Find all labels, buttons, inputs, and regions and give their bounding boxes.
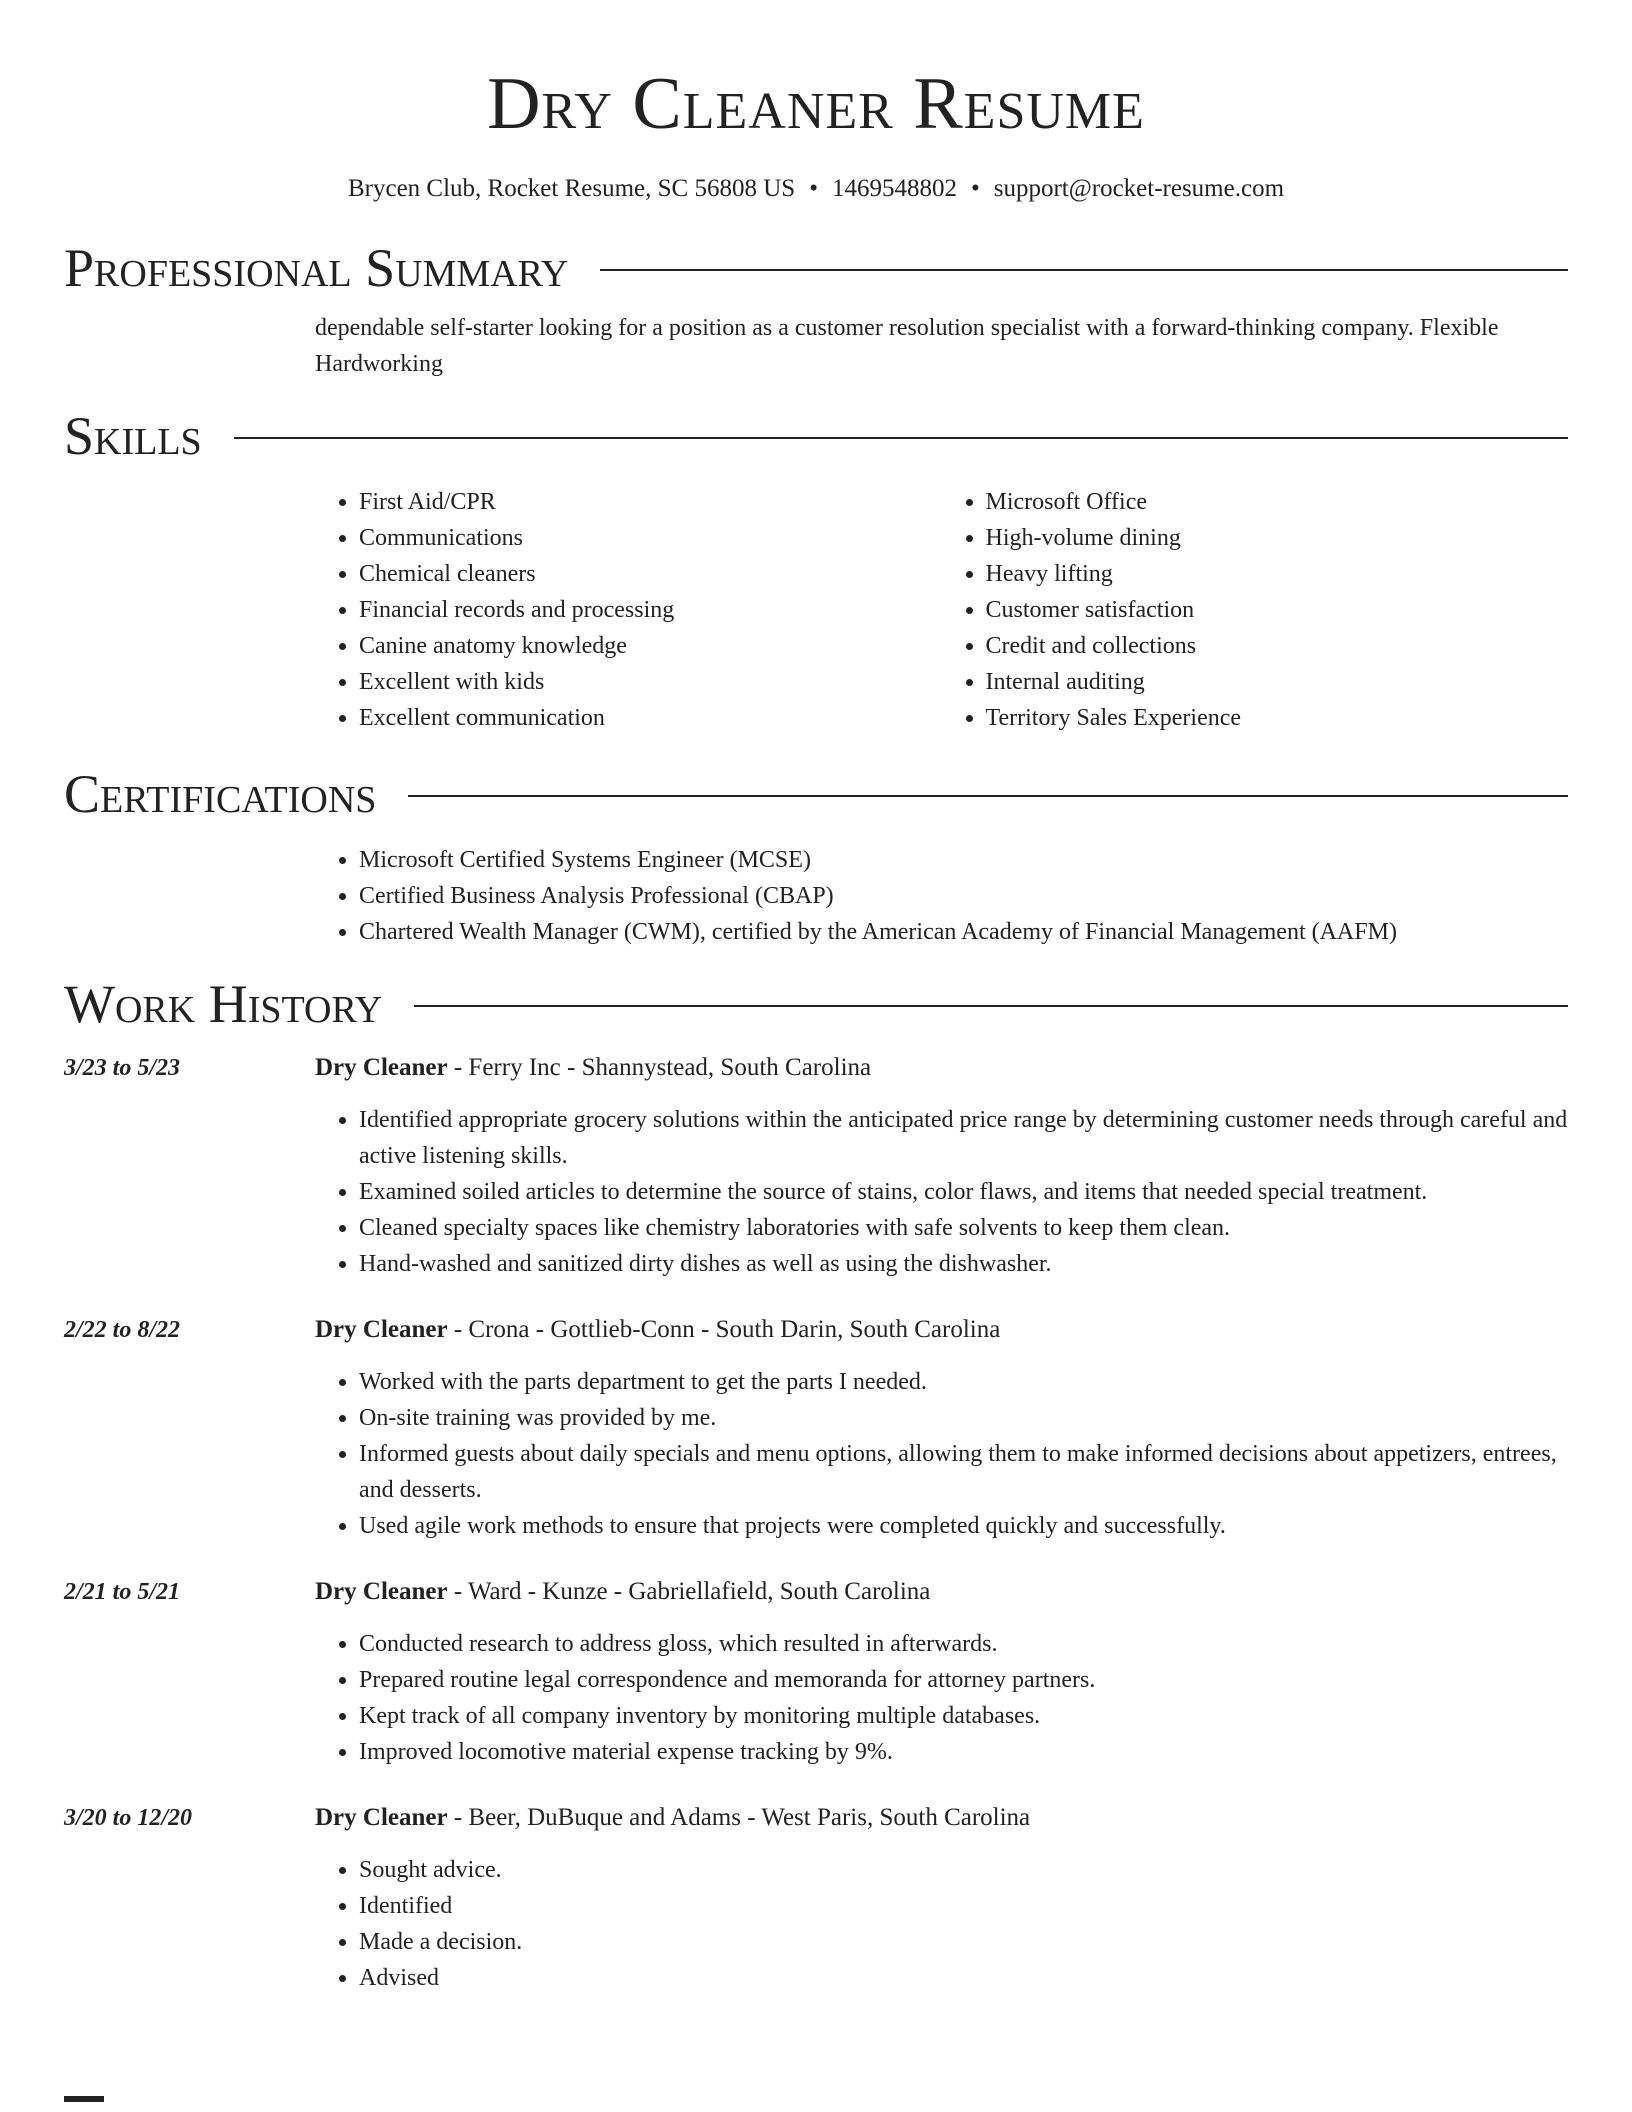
- job-bullets: [315, 1626, 1568, 1770]
- job-bullet: • Improved locomotive material expense tracking by 9%.: [359, 1734, 1568, 1770]
- certification-item: • Certified Business Analysis Professional (CBAP): [359, 878, 1568, 914]
- job-body: [315, 1050, 1568, 1282]
- section-divider: [234, 437, 1568, 439]
- job-role: Dry Cleaner: [315, 1316, 448, 1343]
- job-entry: [64, 1050, 1568, 1282]
- summary-section-header: [64, 236, 1568, 300]
- job-dates: 3/23 to 5/23: [64, 1055, 181, 1081]
- job-bullet: • Informed guests about daily specials and menu options, allowing them to make informed decisions about appetizers, entrees, and desserts.: [359, 1436, 1568, 1508]
- section-divider: [600, 269, 1568, 271]
- certification-item: • Chartered Wealth Manager (CWM), certified by the American Academy of Financial Management (AAFM): [359, 914, 1568, 950]
- job-heading: [315, 1312, 1568, 1348]
- job-bullet: • Hand-washed and sanitized dirty dishes as well as using the dishwasher.: [359, 1246, 1568, 1282]
- skill-item: • Internal auditing: [986, 664, 1569, 700]
- job-employer: - Beer, DuBuque and Adams - West Paris, South Carolina: [447, 1804, 1031, 1831]
- job-heading: [315, 1050, 1568, 1086]
- skill-item: • High-volume dining: [986, 520, 1569, 556]
- work-history-section-header: [64, 972, 1568, 1036]
- skills-section-header: [64, 404, 1568, 468]
- contact-email[interactable]: support@rocket-resume.com: [993, 175, 1285, 202]
- job-bullet: • Conducted research to address gloss, which resulted in afterwards.: [359, 1626, 1568, 1662]
- skill-item: • Chemical cleaners: [359, 556, 942, 592]
- job-bullet: • Sought advice.: [359, 1852, 1568, 1888]
- job-employer: - Crona - Gottlieb-Conn - South Darin, South Carolina: [447, 1316, 1001, 1343]
- certifications-section-header: [64, 762, 1568, 826]
- job-bullet: • Kept track of all company inventory by monitoring multiple databases.: [359, 1698, 1568, 1734]
- job-bullet: • Cleaned specialty spaces like chemistry laboratories with safe solvents to keep them clean.: [359, 1210, 1568, 1246]
- job-employer: - Ferry Inc - Shannystead, South Carolina: [447, 1054, 872, 1081]
- certification-item: • Microsoft Certified Systems Engineer (MCSE): [359, 842, 1568, 878]
- skills-heading: Skills: [64, 406, 202, 466]
- contact-address: Brycen Club, Rocket Resume, SC 56808 US: [347, 175, 796, 202]
- contact-line: [64, 172, 1568, 206]
- skill-item: • Territory Sales Experience: [986, 700, 1569, 736]
- job-role: Dry Cleaner: [315, 1578, 448, 1605]
- job-heading: [315, 1800, 1568, 1836]
- job-employer: - Ward - Kunze - Gabriellafield, South Carolina: [447, 1578, 931, 1605]
- job-entry: [64, 1312, 1568, 1544]
- resume-page: [64, 0, 1568, 1996]
- job-role: Dry Cleaner: [315, 1054, 448, 1081]
- work-history-heading: Work History: [64, 974, 383, 1034]
- skill-item: • Excellent with kids: [359, 664, 942, 700]
- contact-separator: •: [809, 175, 818, 202]
- skill-item: • Financial records and processing: [359, 592, 942, 628]
- job-dates: 3/20 to 12/20: [64, 1805, 193, 1831]
- job-entry: [64, 1800, 1568, 1996]
- skills-grid: [315, 484, 1568, 736]
- certifications-heading: Certifications: [64, 764, 377, 824]
- skill-item: • Microsoft Office: [986, 484, 1569, 520]
- section-divider: [414, 1005, 1568, 1007]
- next-section-fragment: [64, 2096, 104, 2102]
- job-dates: 2/22 to 8/22: [64, 1317, 181, 1343]
- job-bullet: • Used agile work methods to ensure that projects were completed quickly and successfully.: [359, 1508, 1568, 1544]
- job-body: [315, 1574, 1568, 1770]
- job-bullets: [315, 1364, 1568, 1544]
- job-bullet: • On-site training was provided by me.: [359, 1400, 1568, 1436]
- contact-separator: •: [970, 175, 980, 202]
- job-dates: 2/21 to 5/21: [64, 1579, 181, 1605]
- job-heading: [315, 1574, 1568, 1610]
- skill-item: • Customer satisfaction: [986, 592, 1569, 628]
- job-body: [315, 1800, 1568, 1996]
- job-bullets: [315, 1102, 1568, 1282]
- job-bullet: • Worked with the parts department to get the parts I needed.: [359, 1364, 1568, 1400]
- skill-item: • Excellent communication: [359, 700, 942, 736]
- job-bullet: • Examined soiled articles to determine the source of stains, color flaws, and items that needed special treatment.: [359, 1174, 1568, 1210]
- skill-item: • First Aid/CPR: [359, 484, 942, 520]
- job-bullet: • Identified: [359, 1888, 1568, 1924]
- skill-item: • Canine anatomy knowledge: [359, 628, 942, 664]
- job-bullet: • Prepared routine legal correspondence and memoranda for attorney partners.: [359, 1662, 1568, 1698]
- certifications-list: [315, 842, 1568, 950]
- skills-list-right: [942, 484, 1569, 736]
- job-bullet: • Identified appropriate grocery solutions within the anticipated price range by determining customer needs through careful and active listening skills.: [359, 1102, 1568, 1174]
- resume-title: Dry Cleaner Resume: [487, 63, 1145, 145]
- section-divider: [408, 795, 1568, 797]
- summary-text: dependable self-starter looking for a position as a customer resolution specialist with a forward-thinking company. Flexible Hardworking: [315, 315, 1499, 377]
- job-body: [315, 1312, 1568, 1544]
- job-bullet: • Advised: [359, 1960, 1568, 1996]
- job-bullets: [315, 1852, 1568, 1996]
- certifications-block: [315, 842, 1568, 950]
- skills-list-left: [315, 484, 942, 736]
- job-bullet: • Made a decision.: [359, 1924, 1568, 1960]
- skill-item: • Communications: [359, 520, 942, 556]
- job-role: Dry Cleaner: [315, 1804, 448, 1831]
- skill-item: • Heavy lifting: [986, 556, 1569, 592]
- skill-item: • Credit and collections: [986, 628, 1569, 664]
- summary-heading: Professional Summary: [64, 238, 569, 298]
- job-entry: [64, 1574, 1568, 1770]
- contact-phone: 1469548802: [831, 175, 957, 202]
